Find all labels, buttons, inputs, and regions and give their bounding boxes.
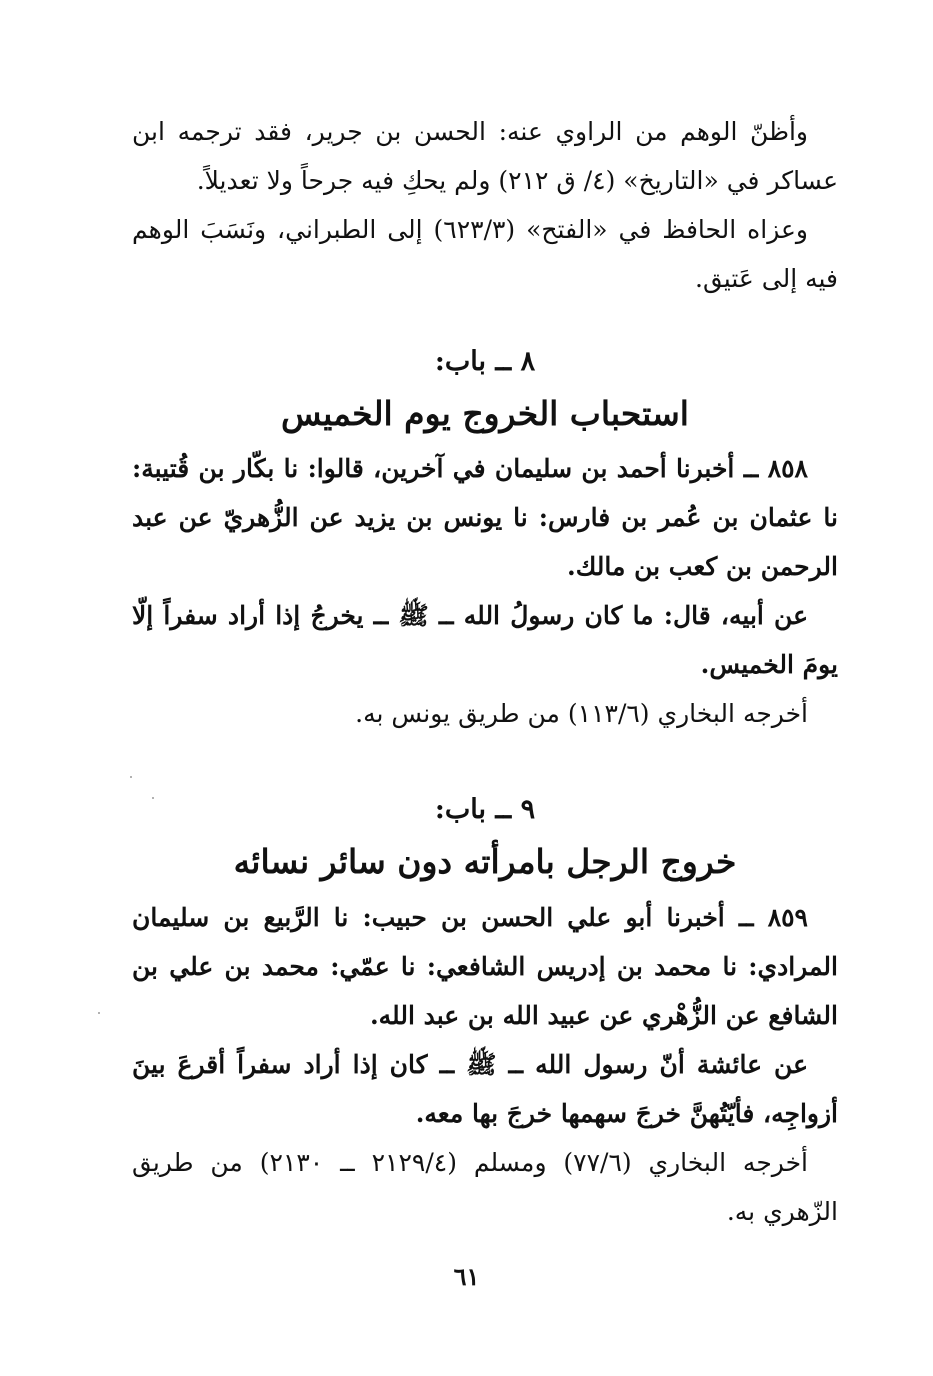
scan-speck bbox=[130, 776, 132, 778]
hadith-858-isnad: ٨٥٨ ــ أخبرنا أحمد بن سليمان في آخرين، قالوا: نا بكّار بن قُتيبة: نا عثمان بن عُمر بن فارس: نا يونس بن يزيد عن الزُّهريّ عن عبد الرحمن بن كعب بن مالك. bbox=[132, 454, 838, 581]
chapter-9 bbox=[132, 786, 838, 890]
footnote-paragraph-2: وعزاه الحافظ في «الفتح» (٦٢٣/٣) إلى الطبراني، ونَسَبَ الوهم فيه إلى عَتيق. bbox=[132, 215, 838, 293]
chapter-9-title: خروج الرجل بامرأته دون سائر نسائه bbox=[233, 842, 737, 881]
chapter-8 bbox=[132, 338, 838, 442]
hadith-858-matn: عن أبيه، قال: ما كان رسولُ الله ــ ﷺ ــ يخرجُ إذا أراد سفراً إلّا يومَ الخميس. bbox=[132, 601, 838, 679]
scan-speck bbox=[152, 797, 154, 799]
hadith-858-takhrij: أخرجه البخاري (١١٣/٦) من طريق يونس به. bbox=[355, 699, 808, 728]
hadith-859-matn: عن عائشة أنّ رسول الله ــ ﷺ ــ كان إذا أراد سفراً أقرعَ بينَ أزواجِه، فأيّتُهنَّ خرجَ سهمها خرجَ بها معه. bbox=[132, 1050, 838, 1128]
page-number: ٦١ bbox=[453, 1262, 480, 1291]
top-footnote-block bbox=[132, 107, 838, 303]
chapter-8-number: ٨ ــ باب: bbox=[434, 346, 536, 377]
chapter-8-title: استحباب الخروج يوم الخميس bbox=[281, 394, 689, 433]
footnote-paragraph-1: وأظنّ الوهم من الراوي عنه: الحسن بن جرير، فقد ترجمه ابن عساكر في «التاريخ» (٤/ ق ٢١٢) ولم يحكِ فيه جرحاً ولا تعديلاً. bbox=[132, 117, 838, 195]
hadith-859 bbox=[132, 893, 838, 1236]
hadith-858 bbox=[132, 444, 838, 738]
hadith-859-takhrij: أخرجه البخاري (٧٧/٦) ومسلم (٢١٢٩/٤ ــ ٢١٣٠) من طريق الزّهري به. bbox=[132, 1148, 838, 1226]
hadith-859-isnad: ٨٥٩ ــ أخبرنا أبو علي الحسن بن حبيب: نا الرَّبيع بن سليمان المرادي: نا محمد بن إدريس الشافعي: نا عمّي: محمد بن علي بن الشافع عن الزُّهْري عن عبيد الله بن عبد الله. bbox=[132, 903, 838, 1030]
chapter-9-number: ٩ ــ باب: bbox=[434, 794, 536, 825]
scan-speck bbox=[98, 1012, 100, 1014]
